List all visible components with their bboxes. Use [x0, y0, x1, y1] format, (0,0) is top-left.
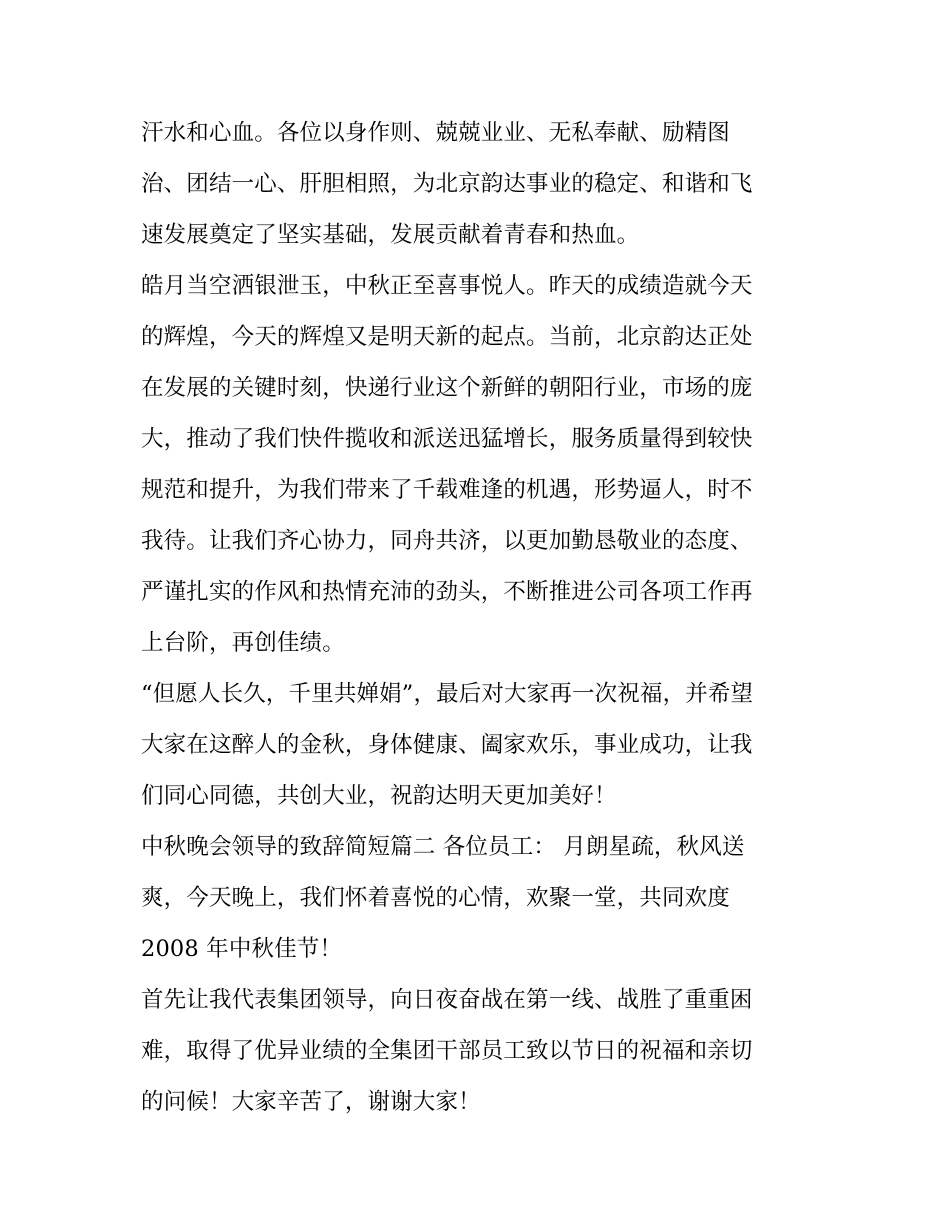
text-line: 们同心同德，共创大业，祝韵达明天更加美好！	[141, 783, 617, 809]
text-line: 治、团结一心、肝胆相照，为北京韵达事业的稳定、和谐和飞	[141, 171, 753, 197]
text-line: 首先让我代表集团领导，向日夜奋战在第一线、战胜了重重困	[141, 987, 753, 1013]
text-line: 在发展的关键时刻，快递行业这个新鲜的朝阳行业，市场的庞	[141, 375, 753, 401]
text-line: 2008 年中秋佳节！	[141, 936, 343, 962]
text-line: 汗水和心血。各位以身作则、兢兢业业、无私奉献、励精图	[141, 120, 730, 146]
text-line: 爽，今天晚上，我们怀着喜悦的心情，欢聚一堂，共同欢度	[141, 885, 730, 911]
text-line: 的辉煌，今天的辉煌又是明天新的起点。当前，北京韵达正处	[141, 324, 753, 350]
text-line: 中秋晚会领导的致辞简短篇二 各位员工： 月朗星疏，秋风送	[141, 834, 745, 860]
text-line: 规范和提升，为我们带来了千载难逢的机遇，形势逼人，时不	[141, 477, 753, 503]
text-line: 的问候！大家辛苦了，谢谢大家！	[141, 1089, 481, 1115]
text-line: 大，推动了我们快件揽收和派送迅猛增长，服务质量得到较快	[141, 426, 753, 452]
text-line: 上台阶，再创佳绩。	[141, 630, 345, 656]
document-body-text	[141, 108, 821, 1128]
text-line: 速发展奠定了坚实基础，发展贡献着青春和热血。	[141, 222, 640, 248]
text-line: “但愿人长久，千里共婵娟”，最后对大家再一次祝福，并希望	[141, 681, 754, 707]
text-line: 我待。让我们齐心协力，同舟共济，以更加勤恳敬业的态度、	[141, 528, 753, 554]
text-line: 大家在这醉人的金秋，身体健康、阖家欢乐，事业成功，让我	[141, 732, 753, 758]
text-line: 难，取得了优异业绩的全集团干部员工致以节日的祝福和亲切	[141, 1038, 753, 1064]
text-line: 皓月当空洒银泄玉，中秋正至喜事悦人。昨天的成绩造就今天	[141, 273, 753, 299]
text-line: 严谨扎实的作风和热情充沛的劲头，不断推进公司各项工作再	[141, 579, 753, 605]
